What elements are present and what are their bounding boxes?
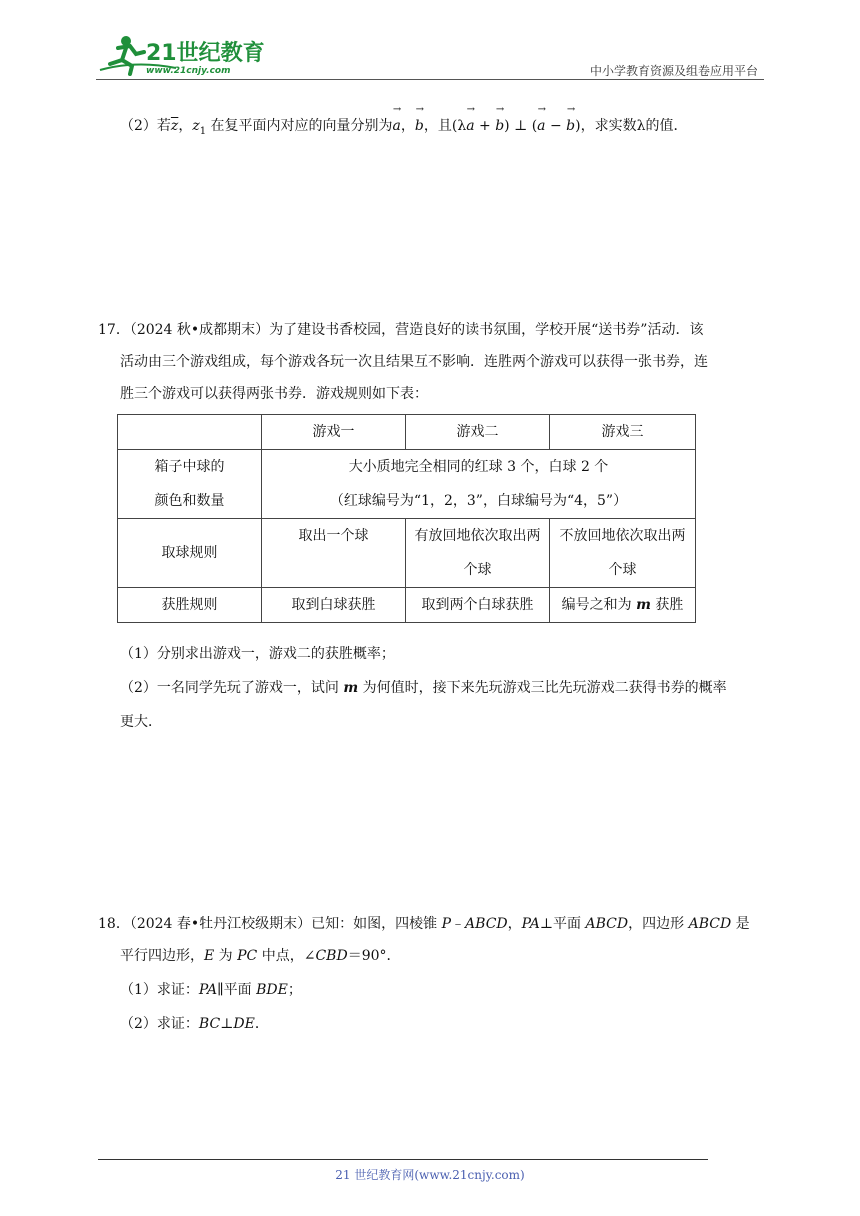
table-cell: 有放回地依次取出两 个球 (406, 519, 550, 588)
table-cell: 获胜规则 (118, 588, 262, 623)
table-row (118, 519, 696, 588)
table-header-cell: 游戏二 (406, 415, 550, 450)
svg-text:21世纪教育: 21世纪教育 (146, 41, 265, 66)
page-header (96, 34, 764, 80)
q17-part2-line2: 更大． (120, 714, 162, 730)
runner-logo-icon (96, 34, 266, 76)
table-cell: 取球规则 (118, 519, 262, 588)
q18-line1: 18．（2024 春•牡丹江校级期末）已知：如图，四棱锥 P﹣ABCD，PA⊥平面 ABCD，四边形 ABCD 是 (98, 916, 750, 932)
game-rules-table (117, 414, 696, 623)
q17-line2: 活动由三个游戏组成，每个游戏各玩一次且结果互不影响．连胜两个游戏可以获得一张书券，连 (120, 354, 708, 370)
footer-divider (98, 1159, 708, 1160)
table-cell: 不放回地依次取出两 个球 (550, 519, 696, 588)
q16-part2: （2）若$\overline{z}$，$z_1$ 在复平面内对应的向量分别为→ a，→ b，且(λ→ a + → b) ⊥ (→ a − → b)，求实数λ的值． (120, 114, 687, 136)
table-cell: 取到两个白球获胜 (406, 588, 550, 623)
table-cell: 取出一个球 (262, 519, 406, 588)
table-cell: 大小质地完全相同的红球 3 个，白球 2 个 （红球编号为“1，2，3”，白球编号为“4，5”） (262, 450, 696, 519)
table-cell: 取到白球获胜 (262, 588, 406, 623)
table-cell: 箱子中球的 颜色和数量 (118, 450, 262, 519)
q18-part2: （2）求证：BC⊥DE． (120, 1016, 269, 1032)
table-header-cell: 游戏三 (550, 415, 696, 450)
platform-name: 中小学教育资源及组卷应用平台 (589, 64, 758, 78)
q17-part1: （1）分别求出游戏一，游戏二的获胜概率； (120, 646, 395, 662)
q17-line3: 胜三个游戏可以获得两张书券．游戏规则如下表： (120, 386, 428, 402)
table-cell: 编号之和为 m 获胜 (550, 588, 696, 623)
table-row (118, 588, 696, 623)
q18-line2: 平行四边形，E 为 PC 中点，∠CBD＝90°． (120, 948, 401, 964)
logo (96, 34, 266, 76)
table-header-row (118, 415, 696, 450)
q17-part2: （2）一名同学先玩了游戏一，试问 m 为何值时，接下来先玩游戏三比先玩游戏二获得书券的概率 (120, 680, 727, 696)
q17-line1: 17．（2024 秋•成都期末）为了建设书香校园，营造良好的读书氛围，学校开展“送书券”活动．该 (98, 322, 704, 338)
header-divider (96, 79, 764, 80)
svg-text:www.21cnjy.com: www.21cnjy.com (146, 66, 231, 76)
table-row (118, 450, 696, 519)
table-header-cell: 游戏一 (262, 415, 406, 450)
q18-part1: （1）求证：PA∥平面 BDE； (120, 982, 302, 998)
table-header-cell (118, 415, 262, 450)
footer-text: 21 世纪教育网(www.21cnjy.com) (335, 1168, 525, 1182)
